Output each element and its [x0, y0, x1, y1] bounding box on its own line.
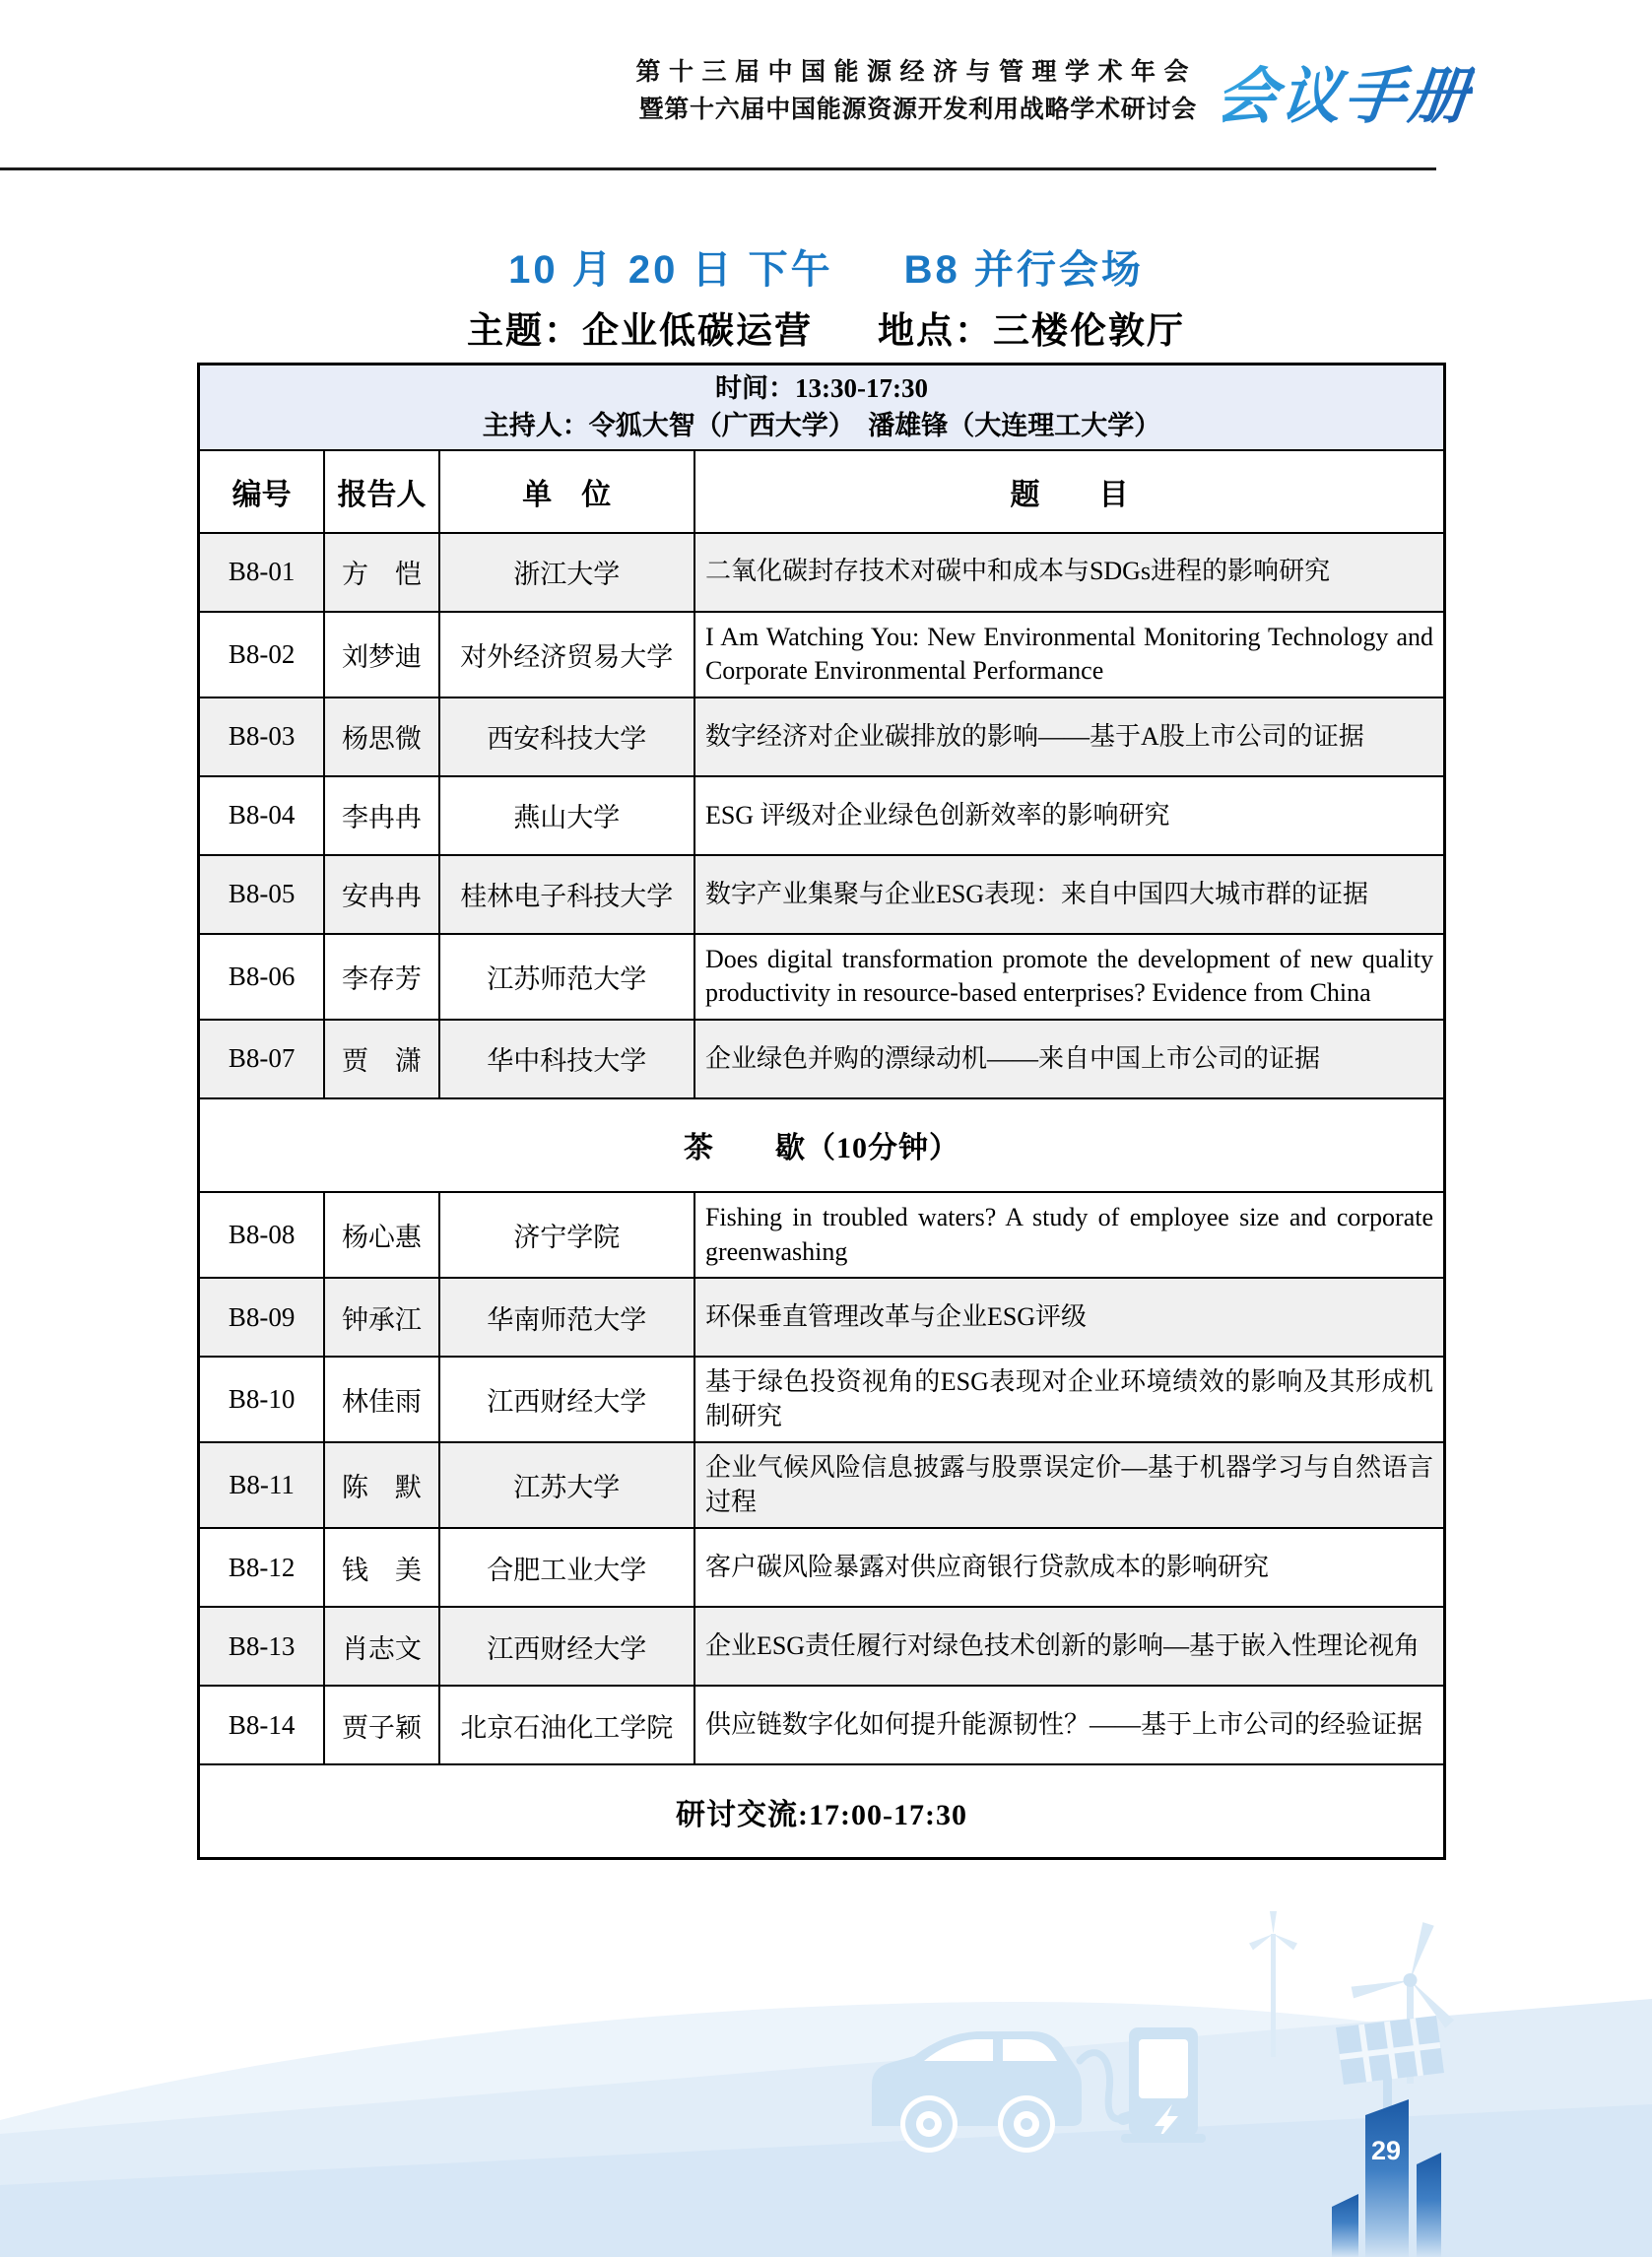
- conference-title-line2: 暨第十六届中国能源资源开发利用战略学术研讨会: [638, 95, 1197, 123]
- col-header-title: 题 目: [694, 450, 1445, 533]
- discussion-label: 研讨交流:17:00-17:30: [199, 1764, 1445, 1858]
- presentation-id-cell: B8-05: [199, 855, 325, 934]
- tea-break-label: 茶 歇（10分钟）: [199, 1098, 1445, 1192]
- speaker-cell: 安冉冉: [324, 855, 438, 934]
- presentation-row: [199, 934, 1445, 1020]
- title-cell: 基于绿色投资视角的ESG表现对企业环境绩效的影响及其形成机制研究: [694, 1357, 1445, 1442]
- affiliation-cell: 华中科技大学: [439, 1020, 694, 1098]
- presentation-row: [199, 612, 1445, 697]
- speaker-cell: 刘梦迪: [324, 612, 438, 697]
- presentation-row: [199, 776, 1445, 855]
- session-hosts: 主持人：令狐大智（广西大学） 潘雄锋（大连理工大学）: [482, 411, 1161, 441]
- speaker-cell: 杨心惠: [324, 1192, 438, 1278]
- presentation-id-cell: B8-08: [199, 1192, 325, 1278]
- session-table-body: [199, 365, 1445, 1859]
- speaker-cell: 李冉冉: [324, 776, 438, 855]
- title-cell: 供应链数字化如何提升能源韧性？——基于上市公司的经验证据: [694, 1686, 1445, 1764]
- speaker-cell: 杨思微: [324, 697, 438, 776]
- title-cell: Does digital transformation promote the development of new quality productivity in resource-based enterprises? Evidence from China: [694, 934, 1445, 1020]
- presentation-id-cell: B8-13: [199, 1607, 325, 1686]
- speaker-cell: 林佳雨: [324, 1357, 438, 1442]
- title-cell: I Am Watching You: New Environmental Monitoring Technology and Corporate Environmental Performance: [694, 612, 1445, 697]
- presentation-row: [199, 1020, 1445, 1098]
- session-date: 10 月 20 日 下午: [508, 248, 833, 292]
- speaker-cell: 钱 美: [324, 1528, 438, 1607]
- affiliation-cell: 济宁学院: [439, 1192, 694, 1278]
- affiliation-cell: 合肥工业大学: [439, 1528, 694, 1607]
- presentation-row: [199, 855, 1445, 934]
- footer-illustration: [0, 1911, 1652, 2257]
- presentation-id-cell: B8-04: [199, 776, 325, 855]
- affiliation-cell: 华南师范大学: [439, 1278, 694, 1357]
- title-cell: 环保垂直管理改革与企业ESG评级: [694, 1278, 1445, 1357]
- presentation-id-cell: B8-01: [199, 533, 325, 612]
- title-cell: 客户碳风险暴露对供应商银行贷款成本的影响研究: [694, 1528, 1445, 1607]
- conference-title-line1: 第十三届中国能源经济与管理学术年会: [635, 58, 1197, 86]
- presentation-row: [199, 1528, 1445, 1607]
- presentation-row: [199, 697, 1445, 776]
- presentation-id-cell: B8-11: [199, 1442, 325, 1528]
- affiliation-cell: 对外经济贸易大学: [439, 612, 694, 697]
- affiliation-cell: 江苏大学: [439, 1442, 694, 1528]
- page-header: [635, 47, 1476, 135]
- time-hosts-cell: [199, 365, 1445, 450]
- column-header-row: [199, 450, 1445, 533]
- affiliation-cell: 北京石油化工学院: [439, 1686, 694, 1764]
- presentation-row: [199, 1607, 1445, 1686]
- program-table-wrap: [197, 363, 1446, 1860]
- title-cell: 企业气候风险信息披露与股票误定价—基于机器学习与自然语言过程: [694, 1442, 1445, 1528]
- presentation-id-cell: B8-02: [199, 612, 325, 697]
- speaker-cell: 李存芳: [324, 934, 438, 1020]
- speaker-cell: 贾子颖: [324, 1686, 438, 1764]
- speaker-cell: 贾 潇: [324, 1020, 438, 1098]
- session-location: 地点：三楼伦敦厅: [878, 310, 1185, 351]
- session-theme: 主题：企业低碳运营: [467, 310, 813, 351]
- presentation-id-cell: B8-10: [199, 1357, 325, 1442]
- tea-break-row: [199, 1098, 1445, 1192]
- session-venue: B8 并行会场: [903, 248, 1144, 292]
- col-header-speaker: 报告人: [324, 450, 438, 533]
- title-cell: 数字经济对企业碳排放的影响——基于A股上市公司的证据: [694, 697, 1445, 776]
- session-heading: [0, 238, 1652, 295]
- presentation-row: [199, 1192, 1445, 1278]
- presentation-row: [199, 1686, 1445, 1764]
- conference-title-block: [635, 54, 1197, 128]
- speaker-cell: 肖志文: [324, 1607, 438, 1686]
- affiliation-cell: 江西财经大学: [439, 1357, 694, 1442]
- conference-manual-logo: 会议手册: [1212, 47, 1477, 135]
- presentation-id-cell: B8-07: [199, 1020, 325, 1098]
- session-subheading: [0, 300, 1652, 354]
- col-header-id: 编号: [199, 450, 325, 533]
- discussion-row: [199, 1764, 1445, 1858]
- affiliation-cell: 江苏师范大学: [439, 934, 694, 1020]
- affiliation-cell: 燕山大学: [439, 776, 694, 855]
- presentation-id-cell: B8-12: [199, 1528, 325, 1607]
- title-cell: 数字产业集聚与企业ESG表现：来自中国四大城市群的证据: [694, 855, 1445, 934]
- page-number: 29: [1370, 2136, 1402, 2165]
- affiliation-cell: 西安科技大学: [439, 697, 694, 776]
- time-hosts-row: [199, 365, 1445, 450]
- title-cell: 企业ESG责任履行对绿色技术创新的影响—基于嵌入性理论视角: [694, 1607, 1445, 1686]
- affiliation-cell: 浙江大学: [439, 533, 694, 612]
- title-cell: Fishing in troubled waters? A study of employee size and corporate greenwashing: [694, 1192, 1445, 1278]
- presentation-id-cell: B8-03: [199, 697, 325, 776]
- affiliation-cell: 江西财经大学: [439, 1607, 694, 1686]
- title-cell: 二氧化碳封存技术对碳中和成本与SDGs进程的影响研究: [694, 533, 1445, 612]
- presentation-id-cell: B8-14: [199, 1686, 325, 1764]
- col-header-affiliation: 单 位: [439, 450, 694, 533]
- presentation-row: [199, 1357, 1445, 1442]
- presentation-row: [199, 1278, 1445, 1357]
- header-divider-rule: [0, 167, 1436, 170]
- affiliation-cell: 桂林电子科技大学: [439, 855, 694, 934]
- program-table: [197, 363, 1446, 1860]
- speaker-cell: 钟承江: [324, 1278, 438, 1357]
- speaker-cell: 方 恺: [324, 533, 438, 612]
- presentation-id-cell: B8-09: [199, 1278, 325, 1357]
- charging-station-icon: [1121, 2027, 1206, 2143]
- title-cell: 企业绿色并购的漂绿动机——来自中国上市公司的证据: [694, 1020, 1445, 1098]
- presentation-row: [199, 1442, 1445, 1528]
- speaker-cell: 陈 默: [324, 1442, 438, 1528]
- presentation-row: [199, 533, 1445, 612]
- session-time: 时间：13:30-17:30: [715, 373, 928, 403]
- title-cell: ESG 评级对企业绿色创新效率的影响研究: [694, 776, 1445, 855]
- presentation-id-cell: B8-06: [199, 934, 325, 1020]
